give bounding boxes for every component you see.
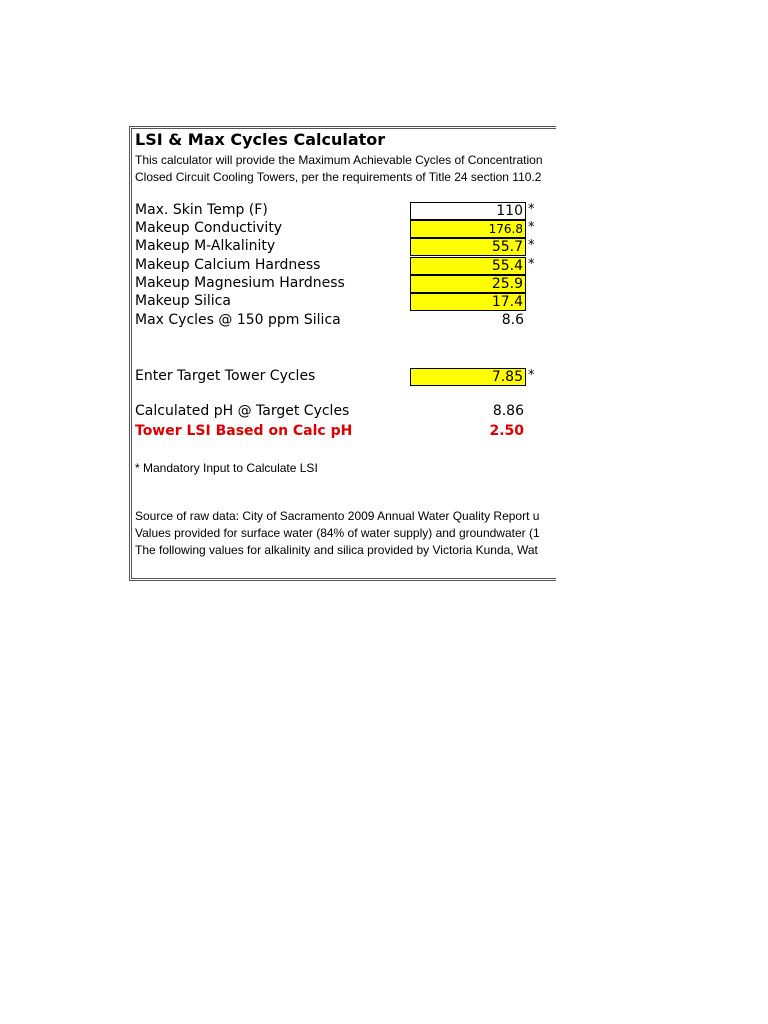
skin-temp-required-mark: * xyxy=(528,202,535,217)
calcium-hardness-input[interactable]: 55.4 xyxy=(410,257,526,275)
alkalinity-input[interactable]: 55.7 xyxy=(410,238,526,256)
mandatory-note: * Mandatory Input to Calculate LSI xyxy=(135,461,318,475)
target-cycles-input[interactable]: 7.85 xyxy=(410,368,526,386)
silica-input[interactable]: 17.4 xyxy=(410,293,526,311)
skin-temp-input[interactable]: 110 xyxy=(410,202,526,220)
target-cycles-required-mark: * xyxy=(528,368,535,383)
max-cycles-label: Max Cycles @ 150 ppm Silica xyxy=(135,312,341,328)
spreadsheet-area xyxy=(129,126,556,581)
skin-temp-label: Max. Skin Temp (F) xyxy=(135,202,268,218)
target-cycles-label: Enter Target Tower Cycles xyxy=(135,368,316,384)
lsi-label: Tower LSI Based on Calc pH xyxy=(135,423,353,439)
lsi-value: 2.50 xyxy=(489,423,524,439)
source-line-2: Values provided for surface water (84% of water supply) and groundwater (1 xyxy=(135,526,540,540)
silica-label: Makeup Silica xyxy=(135,293,231,309)
conductivity-label: Makeup Conductivity xyxy=(135,220,283,236)
source-line-1: Source of raw data: City of Sacramento 2009 Annual Water Quality Report u xyxy=(135,509,540,523)
conductivity-input[interactable]: 176.8 xyxy=(410,220,526,238)
magnesium-hardness-label: Makeup Magnesium Hardness xyxy=(135,275,345,291)
source-line-3: The following values for alkalinity and silica provided by Victoria Kunda, Wat xyxy=(135,543,538,557)
calc-ph-label: Calculated pH @ Target Cycles xyxy=(135,403,350,419)
conductivity-required-mark: * xyxy=(528,220,535,235)
calc-ph-value: 8.86 xyxy=(492,403,524,419)
max-cycles-value: 8.6 xyxy=(501,312,524,328)
calcium-hardness-label: Makeup Calcium Hardness xyxy=(135,257,321,273)
sheet-title: LSI & Max Cycles Calculator xyxy=(135,130,386,149)
description-line-2: Closed Circuit Cooling Towers, per the requirements of Title 24 section 110.2 xyxy=(135,170,542,184)
calcium-hardness-required-mark: * xyxy=(528,257,535,272)
description-line-1: This calculator will provide the Maximum Achievable Cycles of Concentration xyxy=(135,153,543,167)
alkalinity-required-mark: * xyxy=(528,238,535,253)
alkalinity-label: Makeup M-Alkalinity xyxy=(135,238,276,254)
magnesium-hardness-input[interactable]: 25.9 xyxy=(410,275,526,293)
